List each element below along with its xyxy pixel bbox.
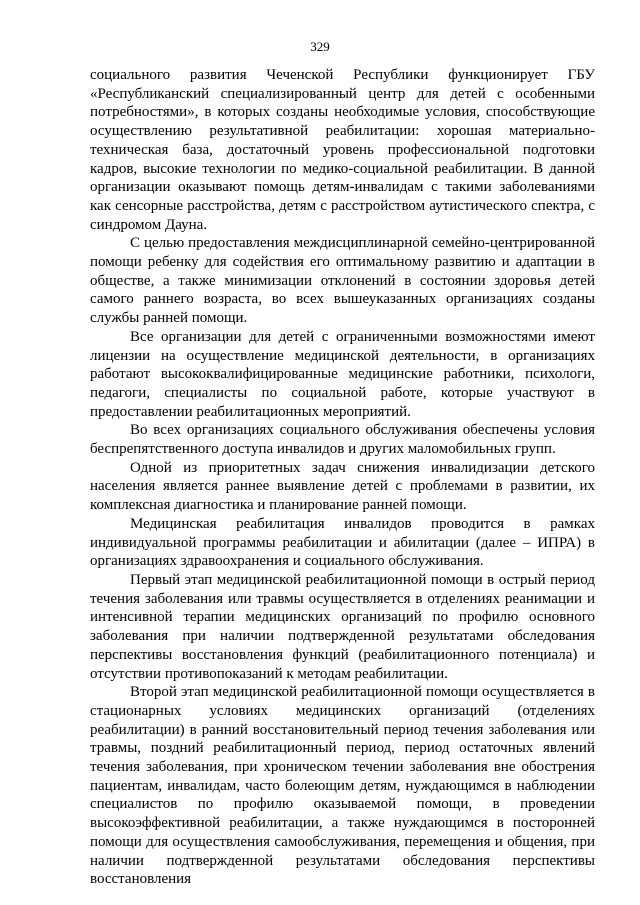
- paragraph-continuation: социального развития Чеченской Республики функционирует ГБУ «Республиканский специализированный центр для детей с особенными потребностями», в которых созданы необходимые условия, способствующие осуществлению результативной реабилитации: хорошая материально-техническая база, достаточный уровень профессиональной подготовки кадров, высокие технологии по медико-социальной реабилитации. В данной организации оказывают помощь детям-инвалидам с такими заболеваниями как сенсорные расстройства, детям с расстройством аутистического спектра, с синдромом Дауна.: [90, 67, 595, 233]
- page-number: 329: [310, 39, 330, 54]
- body-text: [90, 66, 595, 889]
- paragraph-second-stage: Второй этап медицинской реабилитационной помощи осуществляется в стационарных условиях медицинских организаций (отделениях реабилитации) в ранний восстановительный период течения заболевания или травмы, поздний реабилитационный период, период остаточных явлений течения заболевания, при хроническом течении заболевания вне обострения пациентам, инвалидам, часто болеющим детям, нуждающимся в наблюдении специалистов по профилю оказываемой помощи, в проведении высокоэффективной реабилитации, а также нуждающимся в посторонней помощи для осуществления самообслуживания, перемещения и общения, при наличии подтвержденной результатами обследования перспективы восстановления: [90, 684, 595, 888]
- paragraph-first-stage: Первый этап медицинской реабилитационной помощи в острый период течения заболевания или травмы осуществляется в отделениях реанимации и интенсивной терапии медицинских организаций по профилю основного заболевания при наличии подтвержденной результатами обследования перспективы восстановления функций (реабилитационного потенциала) и отсутствии противопоказаний к методам реабилитации.: [90, 571, 595, 682]
- paragraph-medical-rehabilitation: Медицинская реабилитация инвалидов проводится в рамках индивидуальной программы реабилитации и абилитации (далее – ИПРА) в организациях здравоохранения и социального обслуживания.: [90, 515, 595, 570]
- paragraph-early-detection: Одной из приоритетных задач снижения инвалидизации детского населения является раннее выявление детей с проблемами в развитии, их комплексная диагностика и планирование ранней помощи.: [90, 459, 595, 514]
- paragraph-licenses: Все организации для детей с ограниченными возможностями имеют лицензии на осуществление медицинской деятельности, в организациях работают высококвалифицированные медицинские работники, психологи, педагоги, специалисты по социальной работе, которые участвуют в предоставлении реабилитационных мероприятий.: [90, 328, 595, 420]
- paragraph-early-help-services: С целью предоставления междисциплинарной семейно-центрированной помощи ребенку для содействия его оптимальному развитию и адаптации в обществе, а также минимизации отклонений в состоянии здоровья детей самого раннего возраста, во всех вышеуказанных организациях созданы службы ранней помощи.: [90, 235, 595, 327]
- paragraph-accessibility: Во всех организациях социального обслуживания обеспечены условия беспрепятственного доступа инвалидов и других маломобильных групп.: [90, 422, 595, 458]
